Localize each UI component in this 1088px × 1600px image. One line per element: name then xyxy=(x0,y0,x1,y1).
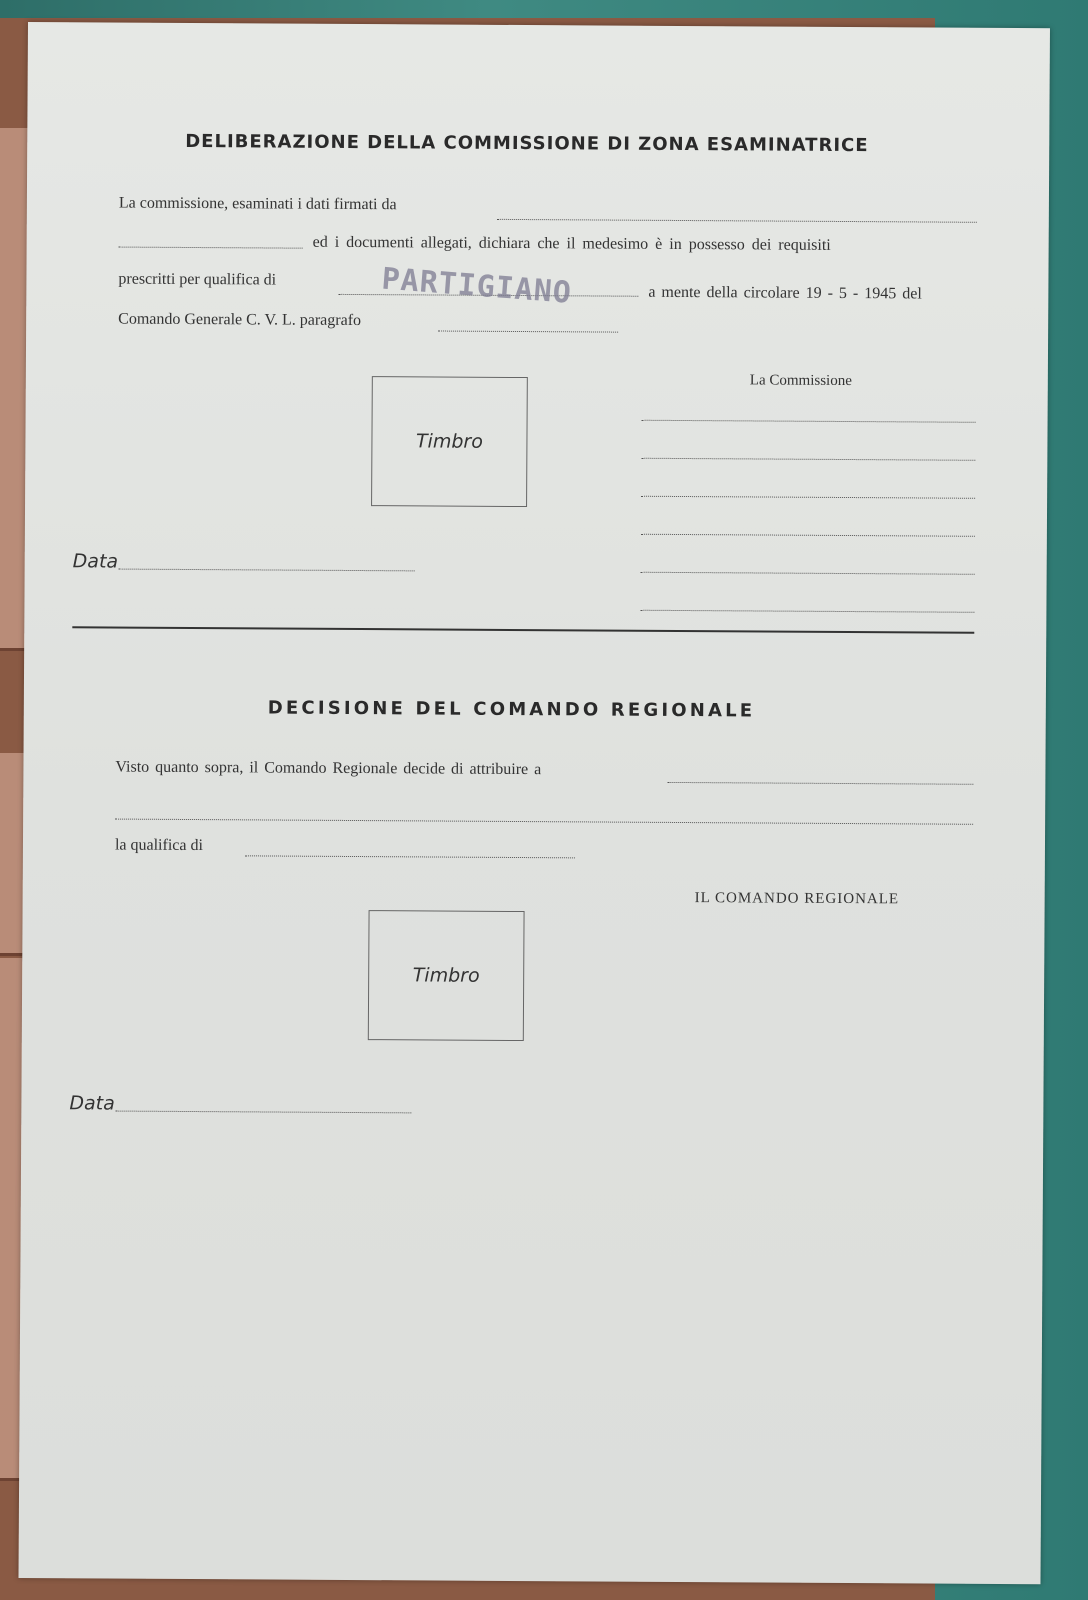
section2-line1: Visto quanto sopra, il Comando Regionale decide di attribuire a xyxy=(115,758,542,779)
section-divider xyxy=(72,626,974,634)
recipient-field-cont[interactable] xyxy=(115,819,973,825)
stamp-box-1 xyxy=(371,376,528,507)
section1-line3-b: a mente della circolare 19 - 5 - 1945 del xyxy=(648,283,922,303)
commission-signature-line[interactable] xyxy=(642,420,976,423)
date-field-2[interactable] xyxy=(115,1111,411,1114)
date-label-2: Data xyxy=(69,1092,115,1115)
commission-signature-line[interactable] xyxy=(640,610,974,613)
commission-signature-line[interactable] xyxy=(641,458,975,461)
commission-signature-line[interactable] xyxy=(641,534,975,537)
partigiano-stamp: PARTIGIANO xyxy=(380,261,574,311)
section1-line2: ed i documenti allegati, dichiara che il medesimo è in possesso dei requisiti xyxy=(312,233,831,254)
stamp-box-label-2: Timbro xyxy=(412,964,480,987)
qualifica-field-2[interactable] xyxy=(245,855,575,858)
regional-command-label: IL COMANDO REGIONALE xyxy=(694,890,900,908)
signer-name-field[interactable] xyxy=(497,219,977,223)
commission-signature-line[interactable] xyxy=(641,572,975,575)
section1-title: DELIBERAZIONE DELLA COMMISSIONE DI ZONA ESAMINATRICE xyxy=(185,130,869,157)
section1-line3-a: prescritti per qualifica di xyxy=(118,270,277,289)
stamp-box-2 xyxy=(368,910,525,1041)
paragrafo-field[interactable] xyxy=(438,331,618,333)
commission-signature-line[interactable] xyxy=(641,496,975,499)
signer-name-field-cont[interactable] xyxy=(119,247,303,249)
recipient-field[interactable] xyxy=(667,782,973,785)
date-label-1: Data xyxy=(72,550,119,573)
section2-title: DECISIONE DEL COMANDO REGIONALE xyxy=(267,697,756,722)
stamp-box-label: Timbro xyxy=(415,430,483,453)
form-sheet xyxy=(18,22,1049,1584)
section1-line1: La commissione, esaminati i dati firmati da xyxy=(118,194,397,214)
section1-line4: Comando Generale C. V. L. paragrafo xyxy=(118,310,362,330)
section2-line3: la qualifica di xyxy=(114,836,203,855)
commission-signature-label: La Commissione xyxy=(749,372,852,390)
date-field-1[interactable] xyxy=(119,569,415,572)
